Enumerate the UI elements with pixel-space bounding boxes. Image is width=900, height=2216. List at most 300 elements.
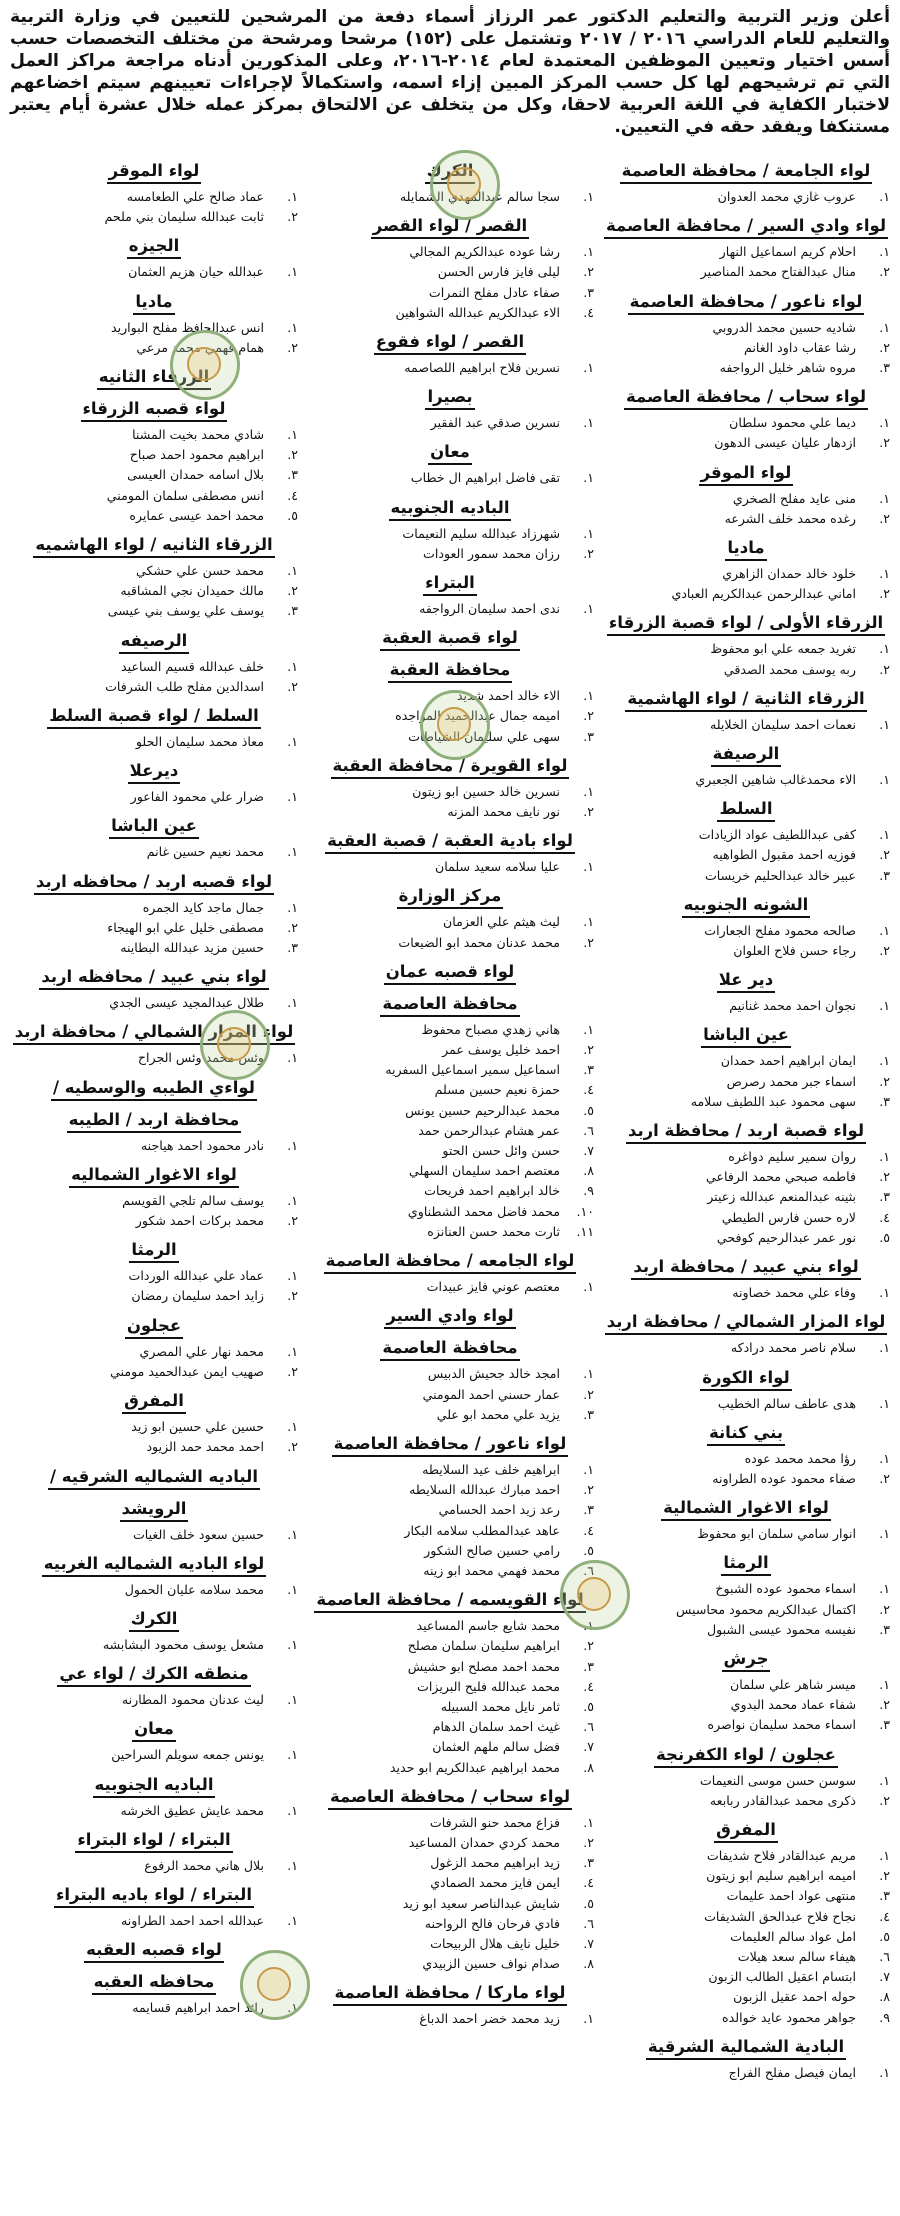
- list-item: [602, 639, 890, 659]
- candidate-name: ايمان ابراهيم احمد حمدان: [720, 1053, 856, 1069]
- name-list: [10, 657, 298, 697]
- item-number: ٥.: [583, 1102, 594, 1118]
- item-number: ١.: [879, 1149, 890, 1165]
- list-item: [602, 1715, 890, 1735]
- name-list: [306, 782, 594, 822]
- name-list: [10, 842, 298, 862]
- section-heading: [602, 969, 890, 993]
- item-number: ١.: [879, 1676, 890, 1692]
- list-item: [602, 1927, 890, 1947]
- item-number: ١.: [879, 1526, 890, 1542]
- section-heading: [306, 627, 594, 651]
- section-heading: [10, 291, 298, 315]
- item-number: ٢.: [583, 545, 594, 561]
- candidate-name: حسن وائل حسن الحتو: [442, 1143, 560, 1159]
- list-item: [306, 912, 594, 932]
- list-item: [602, 1524, 890, 1544]
- candidate-name: نور عمر عبدالرحيم كوفحي: [716, 1229, 856, 1245]
- section-heading: [10, 760, 298, 784]
- candidate-name: صفاء محمود عوده الطراونه: [712, 1470, 856, 1486]
- candidate-name: اميمه ابراهيم سليم ابو زيتون: [706, 1868, 856, 1884]
- list-item: [306, 1202, 594, 1222]
- item-number: ٢.: [879, 1169, 890, 1185]
- name-list: [10, 1136, 298, 1156]
- candidate-name: نفيسه محمود عيسى الشبول: [706, 1621, 856, 1637]
- item-number: ١.: [287, 1268, 298, 1284]
- candidate-name: معتصم عوني فايز عبيدات: [426, 1279, 560, 1295]
- section-heading: [10, 1390, 298, 1414]
- section-title: الزرقاء الثانية / لواء الهاشمية: [625, 688, 866, 712]
- name-list: [602, 1338, 890, 1358]
- candidate-name: شادي محمد بخيت المشنا: [132, 427, 264, 443]
- section-heading: [10, 1884, 298, 1908]
- section-heading: [10, 1971, 298, 1995]
- item-number: ٣.: [287, 603, 298, 619]
- section-heading: [602, 1552, 890, 1576]
- item-number: ٧.: [879, 1969, 890, 1985]
- item-number: ١.: [287, 1050, 298, 1066]
- candidate-name: اكتمال عبدالكريم محمود محاسيس: [675, 1601, 856, 1617]
- list-item: [10, 1525, 298, 1545]
- name-list: [10, 993, 298, 1013]
- candidate-name: الاء عبدالكريم عبدالله الشواهين: [395, 304, 560, 320]
- candidate-name: محمد شايع جاسم المساعيد: [416, 1618, 560, 1634]
- candidate-name: خلف عبدالله قسيم الساعيد: [121, 658, 264, 674]
- item-number: ٢.: [879, 435, 890, 451]
- item-number: ١.: [879, 1395, 890, 1411]
- list-item: [602, 2008, 890, 2028]
- section-heading: [602, 2036, 890, 2060]
- section-title: البادية الشمالية الشرقية: [646, 2036, 846, 2060]
- candidate-name: منتهى عواد احمد عليمات: [726, 1888, 856, 1904]
- candidate-name: تقى فاضل ابراهيم ال خطاب: [410, 470, 560, 486]
- item-number: ١.: [287, 563, 298, 579]
- section-title: الباديه الجنوبيه: [389, 497, 512, 521]
- item-number: ٢.: [879, 1470, 890, 1486]
- candidate-name: خليل نايف هلال الربيحات: [430, 1935, 560, 1951]
- candidate-name: اسماء جبر محمد رصرص: [726, 1073, 856, 1089]
- candidate-name: زيد محمد خضر احمد الدباغ: [419, 2011, 560, 2027]
- section-heading: [10, 1109, 298, 1133]
- item-number: ١.: [879, 415, 890, 431]
- item-number: ٥.: [879, 1928, 890, 1944]
- section-title: لواء قصبة اربد / محافظة اربد: [626, 1120, 866, 1144]
- list-item: [306, 1934, 594, 1954]
- item-number: ١.: [879, 1285, 890, 1301]
- section-heading: [306, 1305, 594, 1329]
- item-number: ١.: [287, 1747, 298, 1763]
- item-number: ٣.: [287, 940, 298, 956]
- item-number: ٧.: [583, 1739, 594, 1755]
- section-title: الزرقاء الثانيه / لواء الهاشميه: [33, 534, 274, 558]
- section-title: الزرقاء الثانيه: [97, 366, 212, 390]
- list-item: [306, 1277, 594, 1297]
- item-number: ٢.: [287, 678, 298, 694]
- name-list: [10, 1856, 298, 1876]
- section-heading: [10, 1498, 298, 1522]
- candidate-name: سهى محمود عبد اللطيف سلامه: [690, 1093, 856, 1109]
- section-heading: [602, 1256, 890, 1280]
- item-number: ١.: [287, 1419, 298, 1435]
- item-number: ١.: [583, 415, 594, 431]
- section-heading: [602, 1648, 890, 1672]
- section-title: منطقه الكرك / لواء عي: [57, 1663, 250, 1687]
- section-title: البتراء: [423, 572, 477, 596]
- section-heading: [602, 612, 890, 636]
- item-number: ٢.: [879, 1792, 890, 1808]
- list-item: [602, 660, 890, 680]
- item-number: ٢.: [287, 1363, 298, 1379]
- section-title: لواء القويسمه / محافظة العاصمة: [314, 1589, 585, 1613]
- section-heading: [306, 497, 594, 521]
- section-heading: [602, 1422, 890, 1446]
- candidate-name: حسين علي حسين ابو زيد: [131, 1419, 264, 1435]
- section-heading: [306, 885, 594, 909]
- candidate-name: حوله احمد عقيل الزبون: [733, 1989, 856, 2005]
- name-list: [602, 564, 890, 604]
- item-number: ١.: [287, 658, 298, 674]
- candidate-name: بلال هاني محمد الرفوع: [144, 1857, 264, 1873]
- candidate-name: ابتسام اعقيل الطالب الزبون: [708, 1969, 856, 1985]
- item-number: ٢.: [879, 339, 890, 355]
- list-item: [306, 1480, 594, 1500]
- name-list: [10, 1635, 298, 1655]
- candidate-name: اسماعيل سمير اسماعيل السفريه: [385, 1062, 560, 1078]
- name-list: [10, 262, 298, 282]
- name-list: [602, 2063, 890, 2083]
- candidate-name: وفاء علي محمد خصاونه: [732, 1285, 856, 1301]
- list-item: [10, 1266, 298, 1286]
- item-number: ٤.: [583, 304, 594, 320]
- list-item: [10, 898, 298, 918]
- item-number: ١.: [287, 734, 298, 750]
- item-number: ١.: [583, 189, 594, 204]
- section-heading: [10, 1774, 298, 1798]
- section-heading: [306, 659, 594, 683]
- section-heading: [306, 1982, 594, 2006]
- item-number: ١.: [879, 922, 890, 938]
- list-item: [306, 1717, 594, 1737]
- list-item: [10, 1362, 298, 1382]
- list-item: [306, 1894, 594, 1914]
- candidate-name: محمد عايش عطيق الخرشه: [120, 1802, 264, 1818]
- item-number: ١.: [287, 1581, 298, 1597]
- name-list: [602, 1449, 890, 1489]
- item-number: ١.: [879, 319, 890, 335]
- item-number: ٦.: [583, 1122, 594, 1138]
- section-title: لواء الجامعة / محافظة العاصمة: [620, 160, 873, 184]
- list-item: [10, 1998, 298, 2018]
- item-number: ١.: [287, 189, 298, 204]
- list-item: [602, 1866, 890, 1886]
- item-number: ١.: [287, 995, 298, 1011]
- section-title: لواء قصبه عمان: [384, 961, 517, 985]
- item-number: ٦.: [583, 1562, 594, 1578]
- candidate-name: انس مصطفى سلمان المومني: [106, 487, 264, 503]
- item-number: ٢.: [583, 1482, 594, 1498]
- section-title: لواء الموقر: [699, 462, 794, 486]
- list-column: [10, 152, 298, 2083]
- name-list: [602, 413, 890, 453]
- item-number: ١.: [583, 601, 594, 617]
- list-item: [602, 584, 890, 604]
- section-heading: [10, 1077, 298, 1101]
- section-title: الشونه الجنوبيه: [682, 894, 811, 918]
- candidate-name: رشا عقاب داود الغانم: [744, 339, 856, 355]
- section-heading: [602, 1311, 890, 1335]
- section-title: معان: [132, 1718, 176, 1742]
- list-item: [602, 996, 890, 1016]
- list-item: [306, 1364, 594, 1384]
- list-item: [602, 564, 890, 584]
- list-item: [602, 866, 890, 886]
- section-title: عين الباشا: [701, 1024, 791, 1048]
- section-title: بصيرا: [425, 386, 474, 410]
- item-number: ١.: [879, 189, 890, 204]
- list-item: [10, 842, 298, 862]
- item-number: ١.: [287, 1857, 298, 1873]
- section-title: ماديا: [725, 537, 766, 561]
- candidate-name: عماد صالح علي الطعامسه: [126, 189, 264, 204]
- item-number: ١.: [287, 899, 298, 915]
- section-heading: [306, 331, 594, 355]
- item-number: ٣.: [879, 1888, 890, 1904]
- list-item: [306, 1677, 594, 1697]
- candidate-name: محمد بركات احمد شكور: [135, 1213, 264, 1229]
- section-heading: [10, 235, 298, 259]
- candidate-name: محمد نعيم حسين غانم: [146, 844, 264, 860]
- list-item: [602, 1449, 890, 1469]
- section-title: البتراء / لواء البتراء: [75, 1829, 232, 1853]
- list-item: [306, 2009, 594, 2029]
- section-heading: [602, 1744, 890, 1768]
- list-item: [602, 2063, 890, 2083]
- list-item: [602, 1947, 890, 1967]
- section-heading: [10, 398, 298, 422]
- name-list: [10, 1342, 298, 1382]
- section-title: بني كنانة: [707, 1422, 785, 1446]
- section-title: لواء الموقر: [107, 160, 202, 184]
- candidate-name: شفاء عماد محمد البدوي: [730, 1697, 856, 1713]
- item-number: ٢.: [879, 943, 890, 959]
- candidate-name: بلال اسامه حمدان العيسى: [127, 467, 264, 483]
- candidate-name: عاهد عبدالمطلب سلامه البكار: [404, 1522, 560, 1538]
- list-item: [602, 1620, 890, 1640]
- name-list: [10, 561, 298, 622]
- item-number: ٤.: [583, 1875, 594, 1891]
- section-heading: [10, 1939, 298, 1963]
- section-title: لواء المزار الشمالي / محافظة اربد: [605, 1311, 888, 1335]
- list-item: [306, 1954, 594, 1974]
- section-heading: [10, 534, 298, 558]
- section-title: الرمثا: [721, 1552, 770, 1576]
- section-title: الكرك: [129, 1608, 180, 1632]
- list-item: [306, 802, 594, 822]
- item-number: ١.: [287, 1636, 298, 1652]
- name-list: [10, 425, 298, 526]
- list-item: [306, 1737, 594, 1757]
- candidate-name: انوار سامي سلمان ابو محفوظ: [697, 1526, 856, 1542]
- item-number: ٢.: [287, 1288, 298, 1304]
- candidate-name: همام فهمي محمد مرعي: [136, 339, 264, 355]
- name-list: [602, 187, 890, 207]
- candidate-name: يوسف علي يوسف بني عيسى: [107, 603, 264, 619]
- item-number: ٤.: [879, 1908, 890, 1924]
- section-heading: [306, 1433, 594, 1457]
- list-item: [602, 1675, 890, 1695]
- item-number: ٣.: [583, 1062, 594, 1078]
- candidate-name: اسماء محمد سليمان نواصره: [707, 1717, 856, 1733]
- candidate-name: مشعل يوسف محمود البشابشه: [102, 1636, 264, 1652]
- item-number: ٩.: [583, 1183, 594, 1199]
- list-item: [10, 1437, 298, 1457]
- candidate-name: تغريد جمعه علي ابو محفوظ: [710, 641, 856, 657]
- item-number: ٢.: [879, 847, 890, 863]
- list-item: [306, 1500, 594, 1520]
- list-item: [10, 1136, 298, 1156]
- section-heading: [10, 160, 298, 184]
- list-item: [602, 489, 890, 509]
- item-number: ١.: [287, 1137, 298, 1153]
- candidate-name: صهيب ايمن عبدالحميد مومني: [110, 1363, 264, 1379]
- item-number: ١.: [583, 1021, 594, 1037]
- item-number: ١.: [879, 566, 890, 582]
- section-heading: [602, 894, 890, 918]
- section-title: لواء الباديه الشماليه الغربيه: [42, 1553, 267, 1577]
- section-title: الباديه الشماليه الشرقيه /: [48, 1466, 260, 1490]
- list-item: [602, 1147, 890, 1167]
- section-title: السلط: [717, 798, 774, 822]
- list-item: [10, 1342, 298, 1362]
- list-item: [306, 1040, 594, 1060]
- candidate-name: سجا سالم عبدالمهدي الشمايله: [399, 189, 560, 204]
- list-item: [306, 1141, 594, 1161]
- section-title: الباديه الجنوبيه: [93, 1774, 216, 1798]
- candidate-name: روان سمير سليم دواغره: [728, 1149, 856, 1165]
- section-title: لواء وادي السير: [384, 1305, 515, 1329]
- section-heading: [10, 815, 298, 839]
- item-number: ٧.: [583, 1143, 594, 1159]
- candidate-name: ابراهيم سليمان سلمان مصلح: [407, 1638, 560, 1654]
- list-item: [602, 358, 890, 378]
- candidate-name: شاديه حسين محمد الدروبي: [712, 319, 856, 335]
- list-item: [306, 1541, 594, 1561]
- item-number: ١.: [583, 1618, 594, 1634]
- section-title: لواء ناعور / محافظة العاصمة: [628, 291, 865, 315]
- candidate-name: اماني عبدالرحمن عبدالكريم العبادي: [671, 586, 856, 602]
- list-column: [306, 152, 594, 2083]
- candidate-name: عمار حسني احمد المومني: [422, 1386, 560, 1402]
- item-number: ٢.: [879, 586, 890, 602]
- candidate-name: زيد ابراهيم محمد الزغول: [430, 1855, 560, 1871]
- item-number: ١.: [583, 470, 594, 486]
- list-item: [602, 1072, 890, 1092]
- list-column: [602, 152, 890, 2083]
- item-number: ٢.: [583, 708, 594, 724]
- name-list: [602, 1675, 890, 1736]
- item-number: ٥.: [583, 1542, 594, 1558]
- list-item: [306, 706, 594, 726]
- list-item: [10, 465, 298, 485]
- item-number: ٢.: [287, 919, 298, 935]
- name-list: [306, 1813, 594, 1975]
- section-heading: [10, 1608, 298, 1632]
- candidate-name: محمد احمد مصلح ابو حشيش: [407, 1658, 560, 1674]
- section-title: دير علا: [717, 969, 775, 993]
- candidate-name: شهرزاد عبدالله سليم النعيمات: [402, 525, 560, 541]
- candidate-name: رامي حسين صالح الشكور: [424, 1542, 560, 1558]
- item-number: ٢.: [287, 339, 298, 355]
- candidate-name: رغده محمد خلف الشرعه: [724, 510, 856, 526]
- list-item: [602, 1791, 890, 1811]
- section-heading: [602, 1120, 890, 1144]
- section-title: لواء الاغوار الشماليه: [69, 1164, 239, 1188]
- item-number: ١.: [879, 772, 890, 788]
- section-title: لواء القويرة / محافظة العقبة: [331, 755, 570, 779]
- list-item: [602, 1846, 890, 1866]
- list-item: [10, 1211, 298, 1231]
- list-item: [10, 993, 298, 1013]
- item-number: ٤.: [879, 1209, 890, 1225]
- section-heading: [602, 1819, 890, 1843]
- section-title: الجيزه: [127, 235, 181, 259]
- name-list: [306, 187, 594, 207]
- candidate-name: ديما علي محمود سلطان: [729, 415, 856, 431]
- list-item: [306, 1405, 594, 1425]
- list-item: [602, 715, 890, 735]
- section-heading: [10, 1315, 298, 1339]
- section-title: الرصيفة: [711, 743, 782, 767]
- candidate-name: نسرين خالد حسين ابو زيتون: [412, 783, 560, 799]
- candidate-name: نجاح فلاح عبدالحق الشديفات: [704, 1908, 856, 1924]
- name-list: [602, 1846, 890, 2028]
- list-item: [602, 1695, 890, 1715]
- candidate-name: سهى علي سليمان الشياطات: [408, 728, 560, 744]
- section-heading: [602, 743, 890, 767]
- candidate-name: امجد خالد جحيش الدبيس: [427, 1366, 560, 1382]
- list-item: [306, 1121, 594, 1141]
- list-item: [10, 1856, 298, 1876]
- item-number: ١.: [287, 1912, 298, 1928]
- item-number: ٣.: [583, 1406, 594, 1422]
- section-title: الرمثا: [129, 1239, 178, 1263]
- section-heading: [10, 966, 298, 990]
- list-item: [602, 1228, 890, 1248]
- name-list: [602, 921, 890, 961]
- candidate-name: اسماء محمود عوده الشبوخ: [715, 1581, 856, 1597]
- candidate-name: نعمات احمد سليمان الخلايله: [709, 716, 856, 732]
- item-number: ٣.: [583, 1502, 594, 1518]
- section-heading: [10, 705, 298, 729]
- item-number: ٦.: [879, 1948, 890, 1964]
- item-number: ١.: [879, 1340, 890, 1356]
- candidate-name: ليلى فايز فارس الحسن: [437, 264, 560, 280]
- name-list: [10, 1911, 298, 1931]
- section-title: الرويشد: [120, 1498, 189, 1522]
- section-title: لواء الاغوار الشمالية: [661, 1497, 831, 1521]
- name-list: [10, 732, 298, 752]
- list-item: [306, 524, 594, 544]
- item-number: ١.: [583, 244, 594, 260]
- list-item: [306, 1161, 594, 1181]
- candidate-name: صفاء عادل مفلح النمرات: [428, 284, 560, 300]
- section-heading: [10, 1466, 298, 1490]
- section-heading: [602, 462, 890, 486]
- candidate-name: ليث هيثم علي العزمان: [442, 914, 560, 930]
- item-number: ٣.: [879, 867, 890, 883]
- list-item: [602, 262, 890, 282]
- item-number: ٤.: [287, 487, 298, 503]
